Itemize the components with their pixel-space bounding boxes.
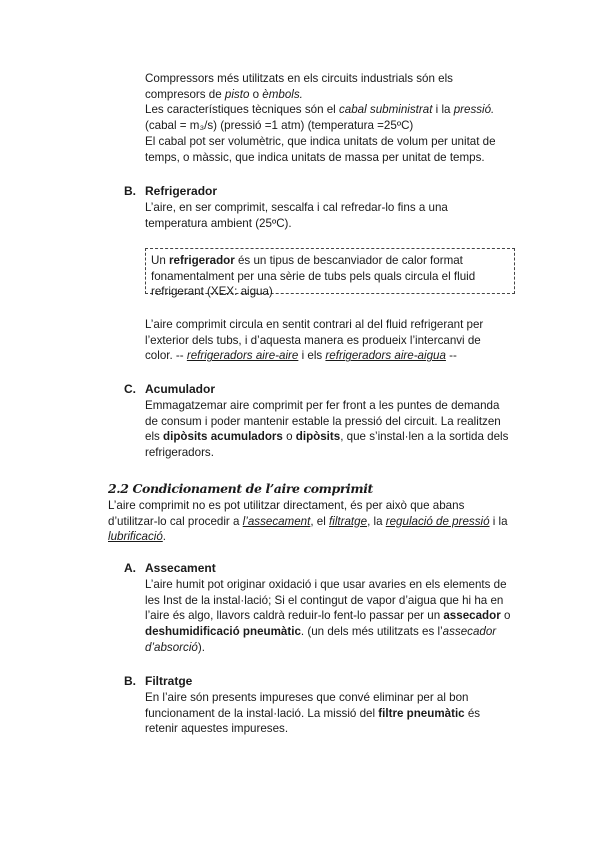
- text-line: deshumidificació pneumàtic. (un dels més utilitzats es l’assecador: [145, 625, 497, 639]
- text-line: de consum i poder mantenir estable la pressió del circuit. La realitzen: [145, 414, 501, 428]
- text-line: El cabal pot ser volumètric, que indica unitats de volum per unitat de: [145, 134, 496, 148]
- compressors-paragraph: [145, 71, 545, 165]
- text-line: temps, o màssic, que indica unitats de massa per unitat de temps.: [145, 150, 485, 164]
- heading-text: Assecament: [145, 561, 216, 575]
- acumulador-heading: [124, 382, 215, 398]
- text-line: compresors de pisto o èmbols.: [145, 87, 303, 101]
- text-line: fonamentalment per una sèrie de tubs pels quals circula el fluid: [151, 269, 476, 283]
- section-intro-paragraph: [108, 498, 548, 545]
- heading-text: Filtratge: [145, 674, 193, 688]
- text-line: L’aire, en ser comprimit, sescalfa i cal refredar-lo fins a una: [145, 201, 448, 214]
- filtratge-heading: [124, 674, 192, 690]
- refrigerador-paragraph: [145, 200, 525, 231]
- refrigerador-detail-paragraph: [145, 317, 535, 364]
- text-line: (cabal = m₃/s) (pressió =1 atm) (temperatura =25ºC): [145, 119, 414, 133]
- text-line: els dipòsits acumuladors o dipòsits, que s’instal·len a la sortida dels: [145, 430, 509, 444]
- text-line: l’aire és algo, llavors caldrà reduir-lo fent-lo passar per un assecador o: [145, 609, 511, 623]
- heading-text: Acumulador: [145, 382, 216, 396]
- text-line: Les característiques tècniques són el cabal subministrat i la pressió.: [145, 103, 495, 117]
- link-filtratge[interactable]: filtratge: [329, 514, 368, 528]
- text-line: d’absorció).: [145, 640, 205, 654]
- text-line: L’aire comprimit circula en sentit contrari al del fluid refrigerant per: [145, 318, 484, 331]
- text-line: lubrificació.: [108, 530, 167, 544]
- text-line: Emmagatzemar aire comprimit per fer front a les puntes de demanda: [145, 399, 500, 412]
- text-line: funcionament de la instal·lació. La missió del filtre pneumàtic és: [145, 706, 481, 720]
- link-refrigeradors-aire-aire[interactable]: refrigeradors aire-aire: [186, 349, 299, 363]
- assecament-paragraph: [145, 577, 545, 656]
- link-regulacio-pressio[interactable]: regulació de pressió: [385, 514, 490, 528]
- link-assecament[interactable]: l’assecament: [242, 514, 311, 528]
- list-label: C.: [124, 382, 136, 396]
- definition-box: [145, 248, 515, 299]
- text-line: Compressors més utilitzats en els circuits industrials són els: [145, 72, 453, 85]
- text-line: L’aire humit pot originar oxidació i que usar avaries en els elements de: [145, 578, 507, 591]
- filtratge-paragraph: [145, 690, 540, 737]
- text-line: Un refrigerador és un tipus de bescanviador de calor format: [151, 254, 463, 267]
- refrigerador-heading: [124, 184, 217, 200]
- text-line: l’exterior dels tubs, i d’aquesta manera es produeix l’intercanvi de: [145, 333, 481, 347]
- link-refrigeradors-aire-aigua[interactable]: refrigeradors aire-aigua: [325, 349, 446, 363]
- text-line: L’aire comprimit no es pot utilitzar directament, és per això que abans: [108, 499, 465, 512]
- text-line: temperatura ambient (25ºC).: [145, 216, 292, 230]
- section-title: 2.2 Condicionament de l’aire comprimit: [108, 481, 373, 496]
- list-label: B.: [124, 674, 136, 688]
- text-line: les Inst de la instal·lació; Si el contingut de vapor d’aigua que hi ha en: [145, 593, 504, 607]
- acumulador-paragraph: [145, 398, 545, 461]
- heading-text: Refrigerador: [145, 184, 218, 198]
- assecament-heading: [124, 561, 216, 577]
- link-lubrificacio[interactable]: lubrificació: [108, 530, 163, 544]
- text-line: d’utilitzar-lo cal procedir a l’assecament, el filtratge, la regulació de pressió i la: [108, 514, 508, 528]
- text-line: refrigeradors.: [145, 446, 214, 460]
- text-line: refrigerant (XEX: aigua): [151, 285, 273, 299]
- list-label: B.: [124, 184, 136, 198]
- list-label: A.: [124, 561, 136, 575]
- text-line: En l’aire són presents impureses que convé eliminar per al bon: [145, 691, 469, 704]
- text-line: retenir aquestes impureses.: [145, 722, 289, 736]
- text-line: color. -- refrigeradors aire-aire i els refrigeradors aire-aigua --: [145, 349, 457, 363]
